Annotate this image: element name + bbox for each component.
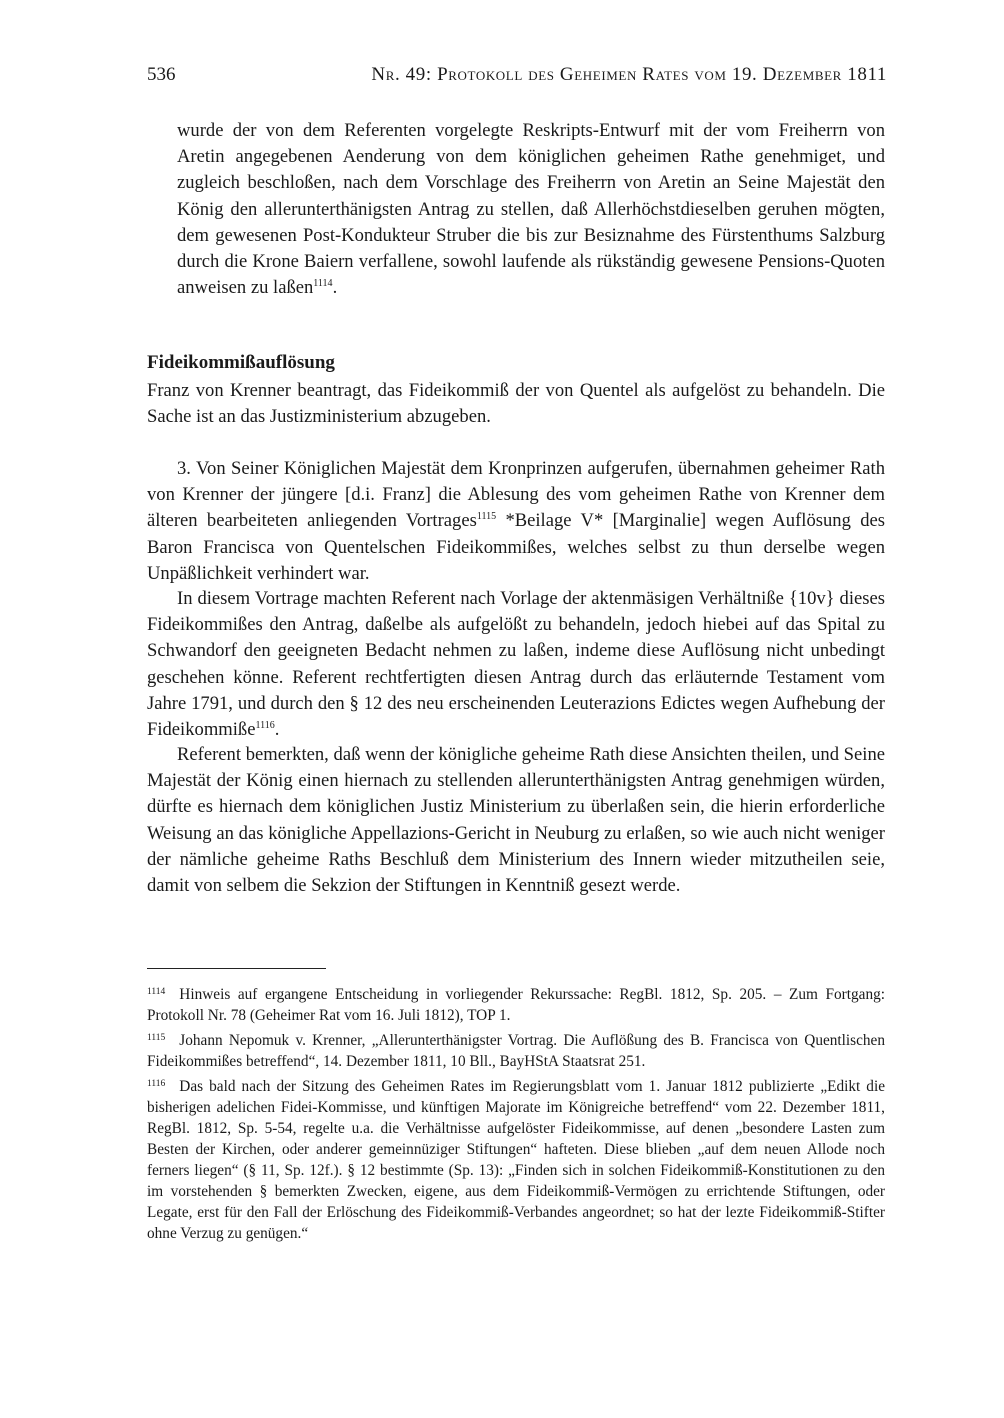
footnote-reference[interactable]: 1114 xyxy=(313,278,333,290)
footnote-reference[interactable]: 1116 xyxy=(255,720,275,732)
footnote xyxy=(147,1076,885,1244)
paragraph-text: 3. Von Seiner Königlichen Majestät dem Kronprinzen aufgerufen, übernahmen geheimer Rath von Krenner der jüngere [d.i. Franz] die Ablesung des vom geheimen Rathe von Krenner dem älteren bearbeiteten anliegenden Vortrages xyxy=(147,458,885,532)
section-summary: Franz von Krenner beantragt, das Fideikommiß der von Quentel als aufgelöst zu behandeln. Die Sache ist an das Justizministerium abzugeben. xyxy=(147,380,885,428)
paragraph-text: In diesem Vortrage machten Referent nach Vorlage der aktenmäsigen Verhältniße {10v} dieses Fideikommißes den Antrag, daßelbe als aufgelößt zu behandeln, jedoch hiebei auf das Spital zu Schwandorf den geeigneten Bedacht nehmen zu laßen, indeme diese Auflösung nicht unbedingt geschehen könne. Referent rechtfertigten diesen Antrag durch das erläuternde Testament vom Jahre 1791, und durch den § 12 des neu erscheinenden Leuterazions Edictes wegen Aufhebung der Fideikommiße xyxy=(147,588,885,741)
paragraph-text: *Beilage V* [Marginalie] wegen Auflösung des Baron Francisca von Quentelschen Fideikommißes, welches selbst zu thun derselbe wegen Unpäßlichkeit verhindert war. xyxy=(147,510,886,584)
page-header xyxy=(147,64,887,94)
page-number: 536 xyxy=(147,64,176,85)
paragraph-item-3 xyxy=(147,456,885,587)
paragraph-report: In diesem Vortrage machten Referent nach Vorlage der aktenmäsigen Verhältniße {10v} dieses Fideikommißes den Antrag, daßelbe als aufgelößt zu behandeln, jedoch hiebei auf das Spital zu Schwandorf den geeigneten Bedacht nehmen zu laßen, indeme diese Auflösung nicht unbedingt geschehen könne. Referent rechtfertigten diesen Antrag durch das erläuternde Testament vom Jahre 1791, und durch den § 12 des neu erscheinenden Leuterazions Edictes wegen Aufhebung der Fideikommiße$^{1116}$. xyxy=(147,588,885,741)
footnote-text: Das bald nach der Sitzung des Geheimen Rates im Regierungsblatt vom 1. Januar 1812 publizierte „Edikt die bisherigen adelichen Fidei-Kommisse, und künftigen Majorate im Königreiche betreffend“ vom 22. Dezember 1811, RegBl. 1812, Sp. 5-54, regelte u.a. die Verhältnisse aufgelöster Fideikommisse, auf denen „besondere Lasten zum Besten der Kirchen, oder anderer gemeinnüziger Stiftungen“ hafteten. Diese blieben „auf dem neuen Allode noch ferners liegen“ (§ 11, Sp. 12f.). § 12 bestimmte (Sp. 13): „Finden sich in solchen Fideikommiß-Konstitutionen zu den im vorstehenden § bemerkten Zwecken, eigene, aus dem Fideikommiß-Vermögen zu errichtende Stiftungen, oder Legate, erst für den Fall der Erlöschung des Fideikommiß-Verbandes angeordnet; so hat der lezte Fideikommiß-Stifter ohne Verzug zu genügen.“ xyxy=(147,1078,885,1242)
footnote xyxy=(147,1030,885,1072)
running-title: Nr. 49: Protokoll des Geheimen Rates vom 19. Dezember 1811 xyxy=(371,64,887,85)
paragraph-resolution: wurde der von dem Referenten vorgelegte Reskripts-Entwurf mit der vom Freiherrn von Aretin angegebenen Aenderung von dem königlichen geheimen Rathe genehmiget, und zugleich beschloßen, nach dem Vorschlage des Freiherrn von Aretin an Seine Majestät den König den allerunterthänigsten Antrag zu stellen, daß Allerhöchstdieselben geruhen mögten, dem gewesenen Post-Kondukteur Struber die bis zur Besiznahme des Fürstenthums Salzburg durch die Krone Baiern verfallene, sowohl laufende als rükständig gewesene Pensions-Quoten anweisen zu laßen$^{1114}$. xyxy=(177,120,885,299)
footnote-number: 1114 xyxy=(147,987,166,997)
section-heading: Fideikommißauflösung xyxy=(147,352,335,373)
footnote-reference[interactable]: 1115 xyxy=(476,511,497,523)
paragraph-remarks: Referent bemerkten, daß wenn der königliche geheime Rath diese Ansichten theilen, und Seine Majestät der König einen hiernach zu stellenden allerunterthänigsten Antrag genehmigen würden, dürfte es hiernach dem königlichen Justiz Ministerium zu überlaßen sein, die hierin erforderliche Weisung an das königliche Appellazions-Gericht in Neuburg zu erlaßen, so wie auch nicht weniger der nämliche geheime Raths Beschluß dem Ministerium des Innern wieder mitzutheilen seie, damit von selbem die Sekzion der Stiftungen in Kenntniß gesezt werde. xyxy=(147,744,885,897)
footnote-number: 1115 xyxy=(147,1033,166,1043)
footnote-number: 1116 xyxy=(147,1079,166,1089)
footnote-divider xyxy=(147,968,326,969)
footnote-text: Hinweis auf ergangene Entscheidung in vorliegender Rekurssache: RegBl. 1812, Sp. 205. – Zum Fortgang: Protokoll Nr. 78 (Geheimer Rat vom 16. Juli 1812), TOP 1. xyxy=(147,986,885,1024)
footnote xyxy=(147,984,885,1026)
footnote-text: Johann Nepomuk v. Krenner, „Allerunterthänigster Vortrag. Die Auflößung des B. Francisca von Quentlischen Fideikommißes betreffend“, 14. Dezember 1811, 10 Bll., BayHStA Staatsrat 251. xyxy=(147,1032,885,1070)
paragraph-text: wurde der von dem Referenten vorgelegte Reskripts-Entwurf mit der vom Freiherrn von Aretin angegebenen Aenderung von dem königlichen geheimen Rathe genehmiget, und zugleich beschloßen, nach dem Vorschlage des Freiherrn von Aretin an Seine Majestät den König den allerunterthänigsten Antrag zu stellen, daß Allerhöchstdieselben geruhen mögten, dem gewesenen Post-Kondukteur Struber die bis zur Besiznahme des Fürstenthums Salzburg durch die Krone Baiern verfallene, sowohl laufende als rükständig gewesene Pensions-Quoten anweisen zu laßen xyxy=(177,120,885,299)
